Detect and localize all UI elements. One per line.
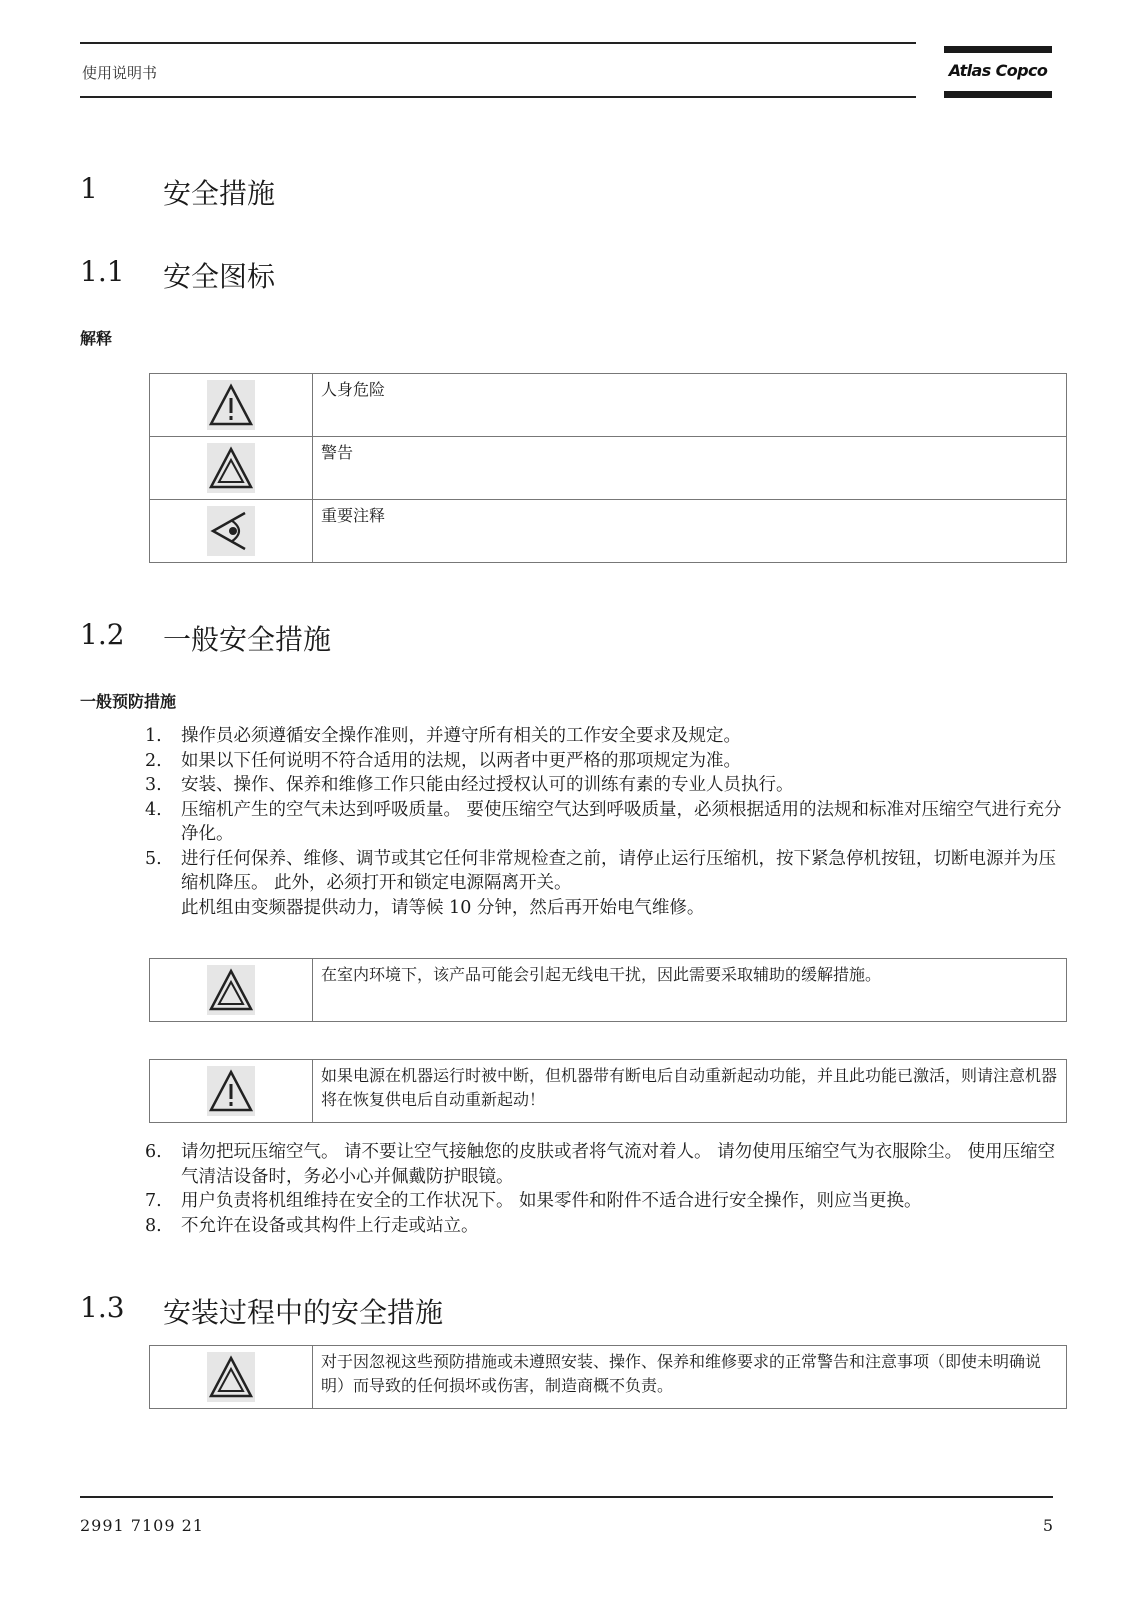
note-auto-restart <box>149 1059 1067 1123</box>
eye-note-icon <box>207 506 255 556</box>
list-item: 1. 操作员必须遵循安全操作准则，并遵守所有相关的工作安全要求及规定。 <box>145 726 741 746</box>
list-item: 8. 不允许在设备或其构件上行走或站立。 <box>145 1215 479 1236</box>
heading-number: 1.3 <box>80 1291 125 1324</box>
list-item: 2. 如果以下任何说明不符合适用的法规，以两者中更严格的那项规定为准。 <box>145 750 741 771</box>
heading-number: 1.1 <box>80 255 125 288</box>
heading-text: 一般安全措施 <box>163 623 332 656</box>
table-row <box>150 500 1067 563</box>
precaution-list-a <box>145 724 1065 920</box>
atlas-copco-logo <box>944 46 1052 98</box>
footer-rule <box>80 1496 1053 1498</box>
subheading-general-precautions: 一般预防措施 <box>80 692 177 711</box>
document-number: 2991 7109 21 <box>80 1516 204 1535</box>
warning-triangle-icon <box>207 1352 255 1402</box>
note-text: 对于因忽视这些预防措施或未遵照安装、操作、保养和维修要求的正常警告和注意事项（即使未明确说明）而导致的任何损坏或伤害，制造商概不负责。 <box>313 1346 1067 1409</box>
safety-icon-table <box>149 373 1067 563</box>
warning-triangle-icon <box>207 443 255 493</box>
logo-text: Atlas Copco <box>948 61 1048 80</box>
heading-text: 安装过程中的安全措施 <box>163 1296 444 1329</box>
heading-text: 安全措施 <box>163 177 276 210</box>
header-bottom-rule <box>80 96 916 98</box>
danger-exclamation-icon <box>207 380 255 430</box>
warning-triangle-icon <box>207 965 255 1015</box>
table-cell-text: 警告 <box>313 437 1067 500</box>
page-number: 5 <box>1042 1516 1053 1535</box>
note-radio-interference <box>149 958 1067 1022</box>
list-item-extra: 此机组由变频器提供动力，请等候 10 分钟，然后再开始电气维修。 <box>181 897 705 918</box>
list-item: 7. 用户负责将机组维持在安全的工作状况下。 如果零件和附件不适合进行安全操作，则应当更换。 <box>145 1191 922 1211</box>
note-liability <box>149 1345 1067 1409</box>
heading-number: 1.2 <box>80 618 125 651</box>
header-title: 使用说明书 <box>82 64 158 82</box>
list-item: 6. 请勿把玩压缩空气。 请不要让空气接触您的皮肤或者将气流对着人。 请勿使用压缩空气为衣服除尘。 使用压缩空气清洁设备时，务必小心并佩戴防护眼镜。 <box>145 1142 1056 1187</box>
table-cell-text: 重要注释 <box>313 500 1067 563</box>
note-text: 在室内环境下，该产品可能会引起无线电干扰，因此需要采取辅助的缓解措施。 <box>313 959 1067 1022</box>
note-text: 如果电源在机器运行时被中断，但机器带有断电后自动重新起动功能，并且此功能已激活，则请注意机器将在恢复供电后自动重新起动！ <box>313 1060 1067 1123</box>
list-item: 4. 压缩机产生的空气未达到呼吸质量。 要使压缩空气达到呼吸质量，必须根据适用的法规和标准对压缩空气进行充分净化。 <box>145 799 1062 844</box>
table-cell-text: 人身危险 <box>313 374 1067 437</box>
table-row <box>150 374 1067 437</box>
subheading-explanation: 解释 <box>80 329 113 348</box>
list-item: 5. 进行任何保养、维修、调节或其它任何非常规检查之前，请停止运行压缩机，按下紧急停机按钮，切断电源并为压缩机降压。 此外，必须打开和锁定电源隔离开关。 此机组由变频器提供动力，请等候 10 分钟，然后再开始电气维修。 <box>145 848 1056 918</box>
danger-exclamation-icon <box>207 1066 255 1116</box>
heading-number: 1 <box>80 172 98 205</box>
table-row <box>150 437 1067 500</box>
heading-text: 安全图标 <box>163 260 276 293</box>
list-item: 3. 安装、操作、保养和维修工作只能由经过授权认可的训练有素的专业人员执行。 <box>145 775 794 795</box>
header-top-rule <box>80 42 916 44</box>
precaution-list-b <box>145 1140 1065 1238</box>
